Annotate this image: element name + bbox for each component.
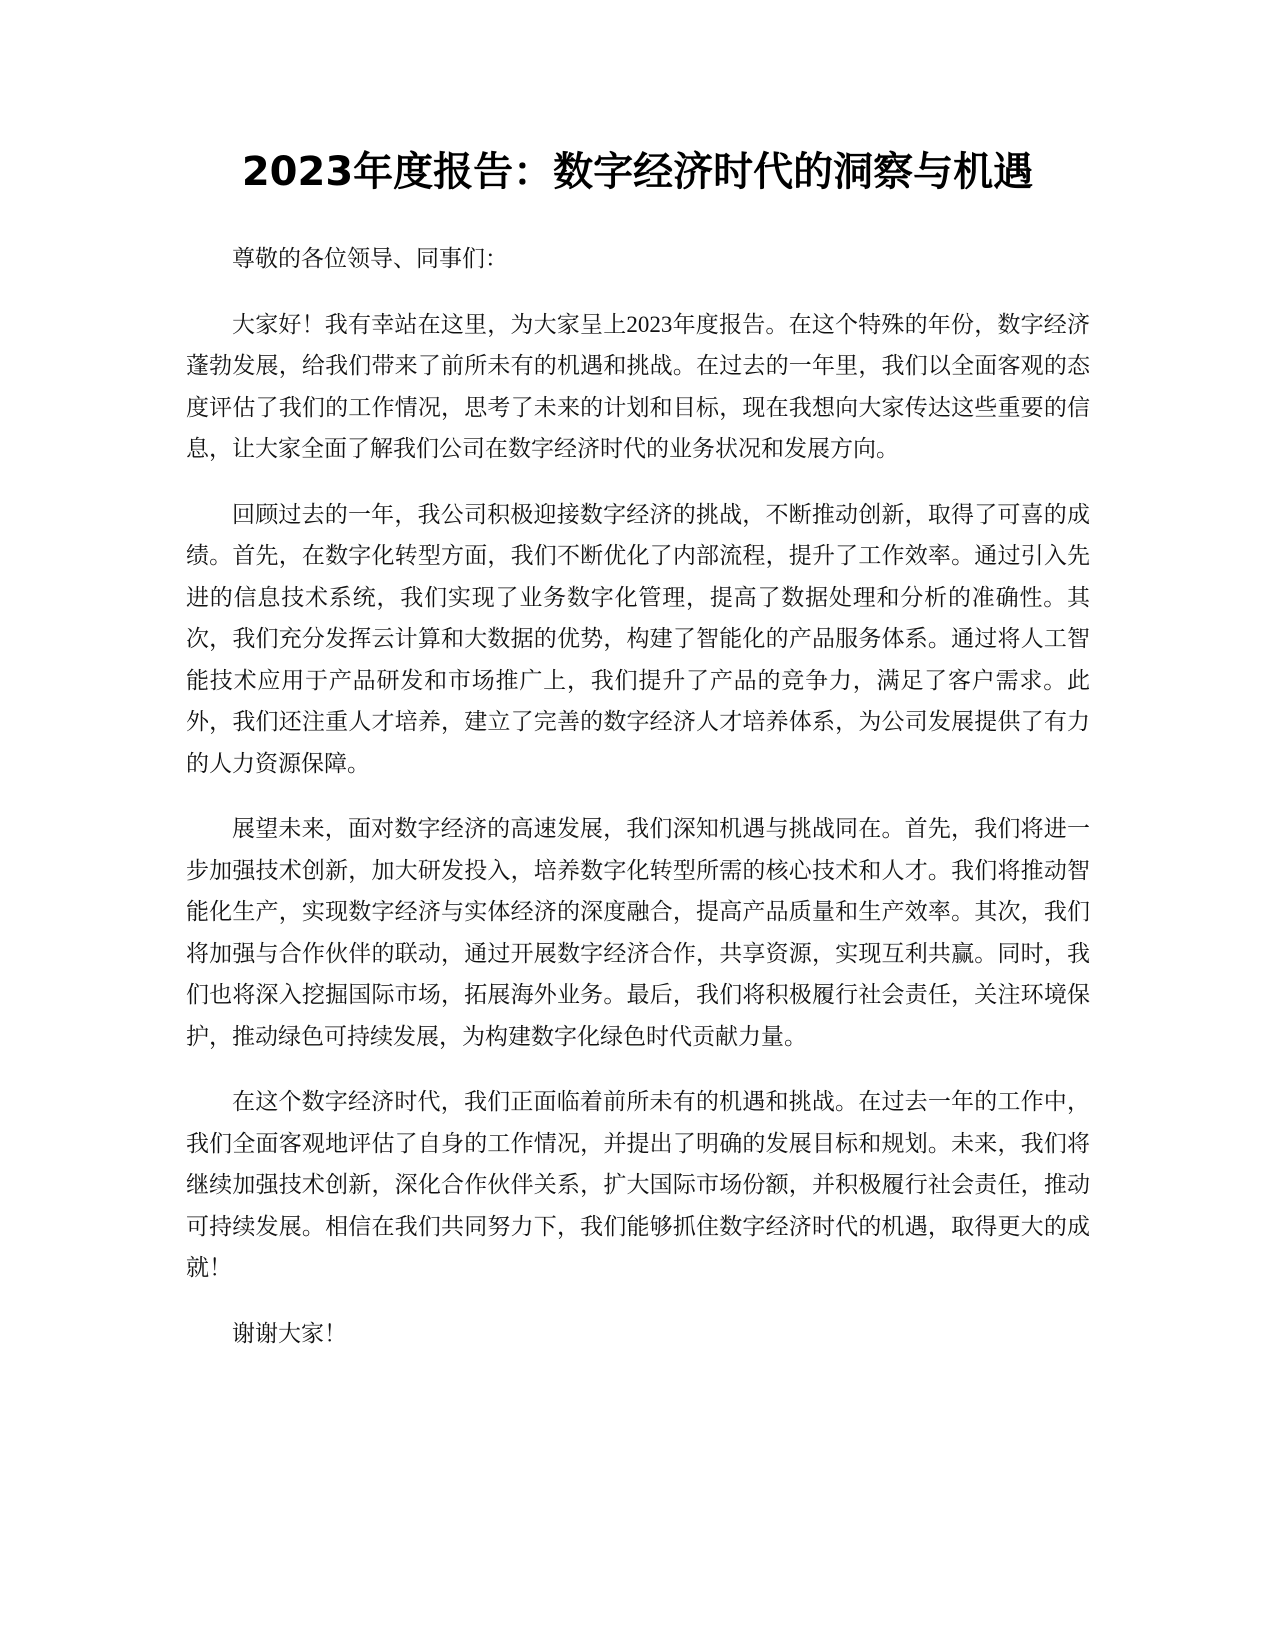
paragraph-intro: 大家好！我有幸站在这里，为大家呈上2023年度报告。在这个特殊的年份，数字经济蓬勃发展，给我们带来了前所未有的机遇和挑战。在过去的一年里，我们以全面客观的态度评估了我们的工作情况，思考了未来的计划和目标，现在我想向大家传达这些重要的信息，让大家全面了解我们公司在数字经济时代的业务状况和发展方向。 (186, 311, 1090, 461)
document-body (186, 238, 1090, 1378)
paragraph-summary: 在这个数字经济时代，我们正面临着前所未有的机遇和挑战。在过去一年的工作中，我们全面客观地评估了自身的工作情况，并提出了明确的发展目标和规划。未来，我们将继续加强技术创新，深化合作伙伴关系，扩大国际市场份额，并积极履行社会责任，推动可持续发展。相信在我们共同努力下，我们能够抓住数字经济时代的机遇，取得更大的成就！ (186, 1089, 1090, 1280)
closing-paragraph: 谢谢大家！ (232, 1320, 347, 1346)
paragraph-outlook: 展望未来，面对数字经济的高速发展，我们深知机遇与挑战同在。首先，我们将进一步加强技术创新，加大研发投入，培养数字化转型所需的核心技术和人才。我们将推动智能化生产，实现数字经济与实体经济的深度融合，提高产品质量和生产效率。其次，我们将加强与合作伙伴的联动，通过开展数字经济合作，共享资源，实现互利共赢。同时，我们也将深入挖掘国际市场，拓展海外业务。最后，我们将积极履行社会责任，关注环境保护，推动绿色可持续发展，为构建数字化绿色时代贡献力量。 (186, 816, 1090, 1049)
greeting-paragraph: 尊敬的各位领导、同事们： (232, 246, 508, 271)
document-title: 2023年度报告：数字经济时代的洞察与机遇 (241, 149, 1034, 195)
paragraph-review: 回顾过去的一年，我公司积极迎接数字经济的挑战，不断推动创新，取得了可喜的成绩。首先，在数字化转型方面，我们不断优化了内部流程，提升了工作效率。通过引入先进的信息技术系统，我们实现了业务数字化管理，提高了数据处理和分析的准确性。其次，我们充分发挥云计算和大数据的优势，构建了智能化的产品服务体系。通过将人工智能技术应用于产品研发和市场推广上，我们提升了产品的竞争力，满足了客户需求。此外，我们还注重人才培养，建立了完善的数字经济人才培养体系，为公司发展提供了有力的人力资源保障。 (186, 501, 1090, 776)
